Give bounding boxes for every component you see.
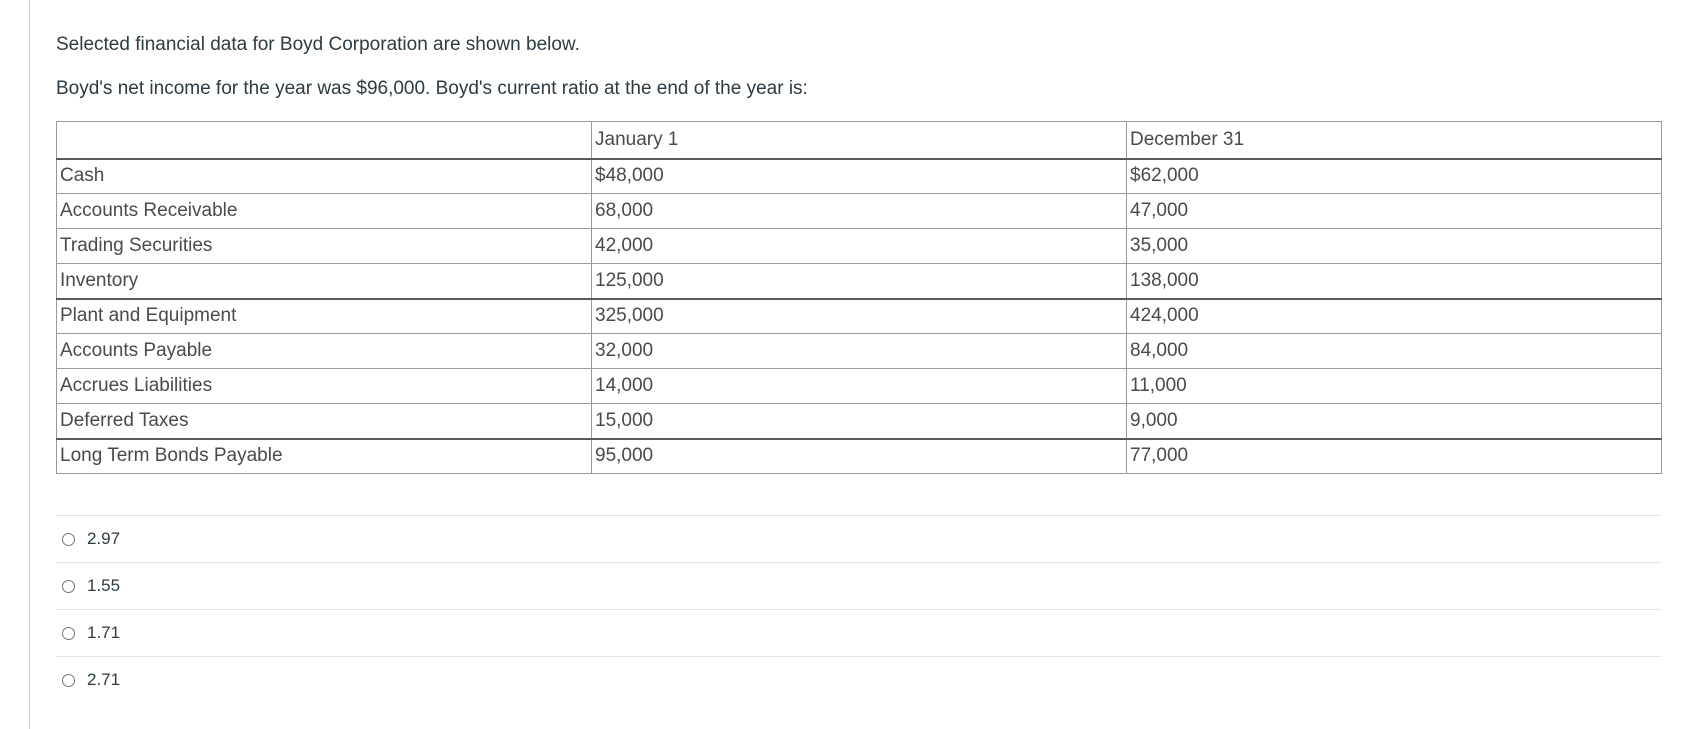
table-row xyxy=(57,369,1662,404)
table-row xyxy=(57,299,1662,334)
question-panel xyxy=(29,0,1691,729)
radio-button[interactable] xyxy=(62,533,75,546)
radio-button[interactable] xyxy=(62,627,75,640)
row-label: Plant and Equipment xyxy=(57,299,592,334)
answer-option[interactable] xyxy=(56,562,1661,609)
answer-option[interactable] xyxy=(56,515,1661,562)
answer-label: 2.97 xyxy=(87,529,121,548)
table-cell: 95,000 xyxy=(592,439,1127,474)
table-cell: 35,000 xyxy=(1127,229,1662,264)
table-cell: 138,000 xyxy=(1127,264,1662,299)
row-label: Inventory xyxy=(57,264,592,299)
table-cell: 68,000 xyxy=(592,194,1127,229)
table-row xyxy=(57,229,1662,264)
row-label: Accounts Receivable xyxy=(57,194,592,229)
table-row xyxy=(57,159,1662,194)
table-cell: 424,000 xyxy=(1127,299,1662,334)
answer-label: 1.71 xyxy=(87,623,121,642)
table-row xyxy=(57,194,1662,229)
table-cell: $48,000 xyxy=(592,159,1127,194)
row-label: Accounts Payable xyxy=(57,334,592,369)
table-cell: 11,000 xyxy=(1127,369,1662,404)
radio-button[interactable] xyxy=(62,674,75,687)
table-cell: $62,000 xyxy=(1127,159,1662,194)
table-row xyxy=(57,439,1662,474)
row-label: Trading Securities xyxy=(57,229,592,264)
table-cell: 325,000 xyxy=(592,299,1127,334)
radio-button[interactable] xyxy=(62,580,75,593)
table-cell: 14,000 xyxy=(592,369,1127,404)
table-cell: 77,000 xyxy=(1127,439,1662,474)
answer-option[interactable] xyxy=(56,609,1661,656)
answer-list xyxy=(56,515,1661,703)
table-cell: 32,000 xyxy=(592,334,1127,369)
answer-label: 2.71 xyxy=(87,670,121,689)
table-cell: 42,000 xyxy=(592,229,1127,264)
row-label: Long Term Bonds Payable xyxy=(57,439,592,474)
row-label: Deferred Taxes xyxy=(57,404,592,439)
table-cell: 9,000 xyxy=(1127,404,1662,439)
table-cell: 125,000 xyxy=(592,264,1127,299)
table-cell: 47,000 xyxy=(1127,194,1662,229)
table-header-cell xyxy=(57,122,592,159)
table-row xyxy=(57,264,1662,299)
answer-label: 1.55 xyxy=(87,576,121,595)
table-cell: 84,000 xyxy=(1127,334,1662,369)
table-cell: 15,000 xyxy=(592,404,1127,439)
answer-option[interactable] xyxy=(56,656,1661,703)
financial-data-table xyxy=(56,121,1662,474)
question-intro: Selected financial data for Boyd Corporation are shown below. xyxy=(56,34,580,55)
table-row xyxy=(57,334,1662,369)
row-label: Cash xyxy=(57,159,592,194)
question-text: Boyd's net income for the year was $96,000. Boyd's current ratio at the end of the year is: xyxy=(56,78,808,99)
table-header-row xyxy=(57,122,1662,159)
row-label: Accrues Liabilities xyxy=(57,369,592,404)
table-row xyxy=(57,404,1662,439)
table-header-cell: December 31 xyxy=(1127,122,1662,159)
table-header-cell: January 1 xyxy=(592,122,1127,159)
